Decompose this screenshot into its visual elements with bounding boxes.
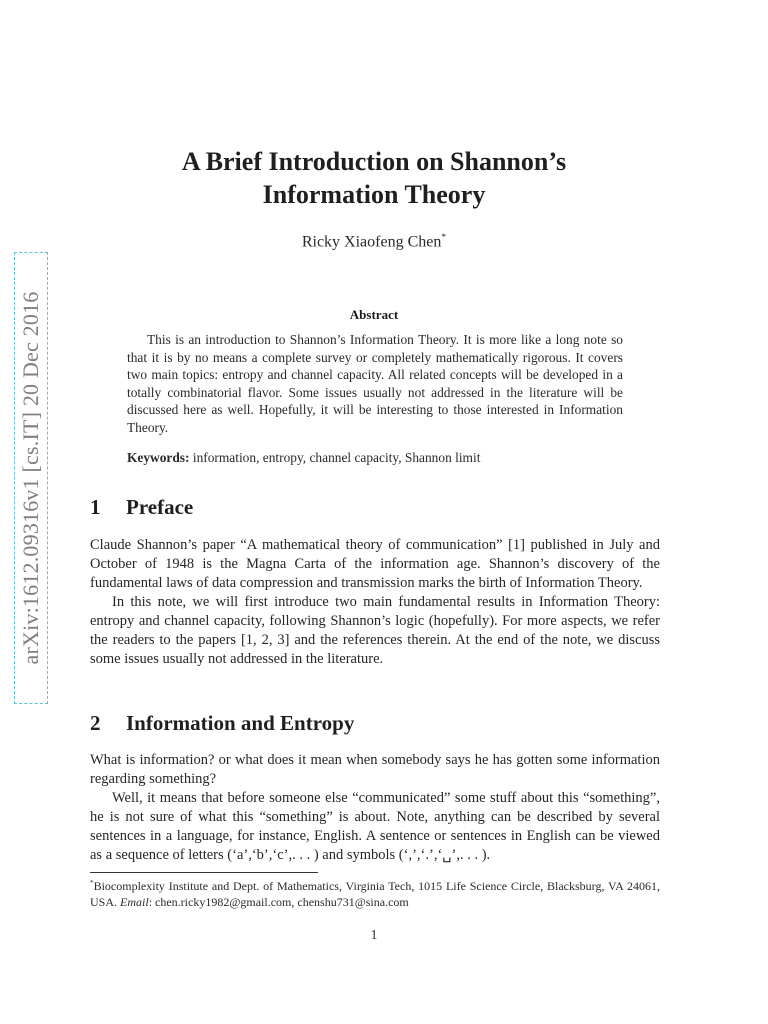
author xyxy=(120,232,628,251)
arxiv-stamp xyxy=(14,252,48,704)
section-heading-information-entropy xyxy=(90,711,354,736)
keywords-label: Keywords: xyxy=(127,450,190,465)
section-body-preface xyxy=(90,536,660,669)
footnote-mark: * xyxy=(90,879,94,887)
section-title: Information and Entropy xyxy=(126,711,355,735)
title-line-2: Information Theory xyxy=(262,180,486,209)
footnote-email-label: Email xyxy=(120,894,149,909)
paper-title xyxy=(120,145,628,211)
abstract-body: This is an introduction to Shannon’s Information Theory. It is more like a long note so that it is by no means a complete survey or completely mathematically rigorous. It covers two main topics: entropy and channel capacity. All related concepts will be developed in a totally combinatorial flavor. Some issues usually not addressed in the literature will be discussed here as well. Hopefully, it will be interesting to those interested in Information Theory. xyxy=(127,332,623,435)
keywords-text: information, entropy, channel capacity, Shannon limit xyxy=(192,450,481,465)
section-body-information-entropy xyxy=(90,751,660,865)
footnote-rule xyxy=(90,872,318,873)
section-number: 1 xyxy=(90,495,101,519)
author-footnote-mark[interactable]: * xyxy=(441,232,447,243)
title-line-1: A Brief Introduction on Shannon’s xyxy=(181,147,567,176)
footnote-emails[interactable]: chen.ricky1982@gmail.com, chenshu731@sina.com xyxy=(155,894,409,909)
section-number: 2 xyxy=(90,711,101,735)
paragraph: In this note, we will first introduce two main fundamental results in Information Theory: entropy and channel capacity, following Shannon’s logic (hopefully). For more aspects, we refer the readers to the papers [1, 2, 3] and the references therein. At the end of the note, we discuss some issues usually not addressed in the literature. xyxy=(90,594,660,667)
paragraph: Well, it means that before someone else “communicated” some stuff about this “something”, he is not sure of what this “something” is about. Note, anything can be described by several sentences in a language, for instance, English. A sentence or sentences in English can be viewed as a sequence of letters (‘a’,‘b’,‘c’,. . . ) and symbols (‘,’,‘.’,‘␣’,. . . ). xyxy=(90,790,660,863)
footnote: *Biocomplexity Institute and Dept. of Mathematics, Virginia Tech, 1015 Life Science Circle, Blacksburg, VA 24061, USA. Email: chen.ricky1982@gmail.com, chenshu731@sina.com xyxy=(90,879,660,909)
abstract-heading: Abstract xyxy=(349,307,399,322)
section-heading-preface xyxy=(90,495,193,520)
page-number: 1 xyxy=(370,928,378,943)
arxiv-identifier[interactable]: arXiv:1612.09316v1 [cs.IT] 20 Dec 2016 xyxy=(18,291,43,665)
paragraph: What is information? or what does it mean when somebody says he has gotten some information regarding something? xyxy=(90,752,660,787)
keywords xyxy=(127,450,623,466)
footnote-affiliation: Biocomplexity Institute and Dept. of Mathematics, Virginia Tech, 1015 Life Science Circle, Blacksburg, VA 24061, USA. xyxy=(90,879,660,909)
section-title: Preface xyxy=(126,495,194,519)
author-name: Ricky Xiaofeng Chen xyxy=(301,233,442,251)
paragraph: Claude Shannon’s paper “A mathematical theory of communication” [1] published in July and October of 1948 is the Magna Carta of the information age. Shannon’s discovery of the fundamental laws of data compression and transmission marks the birth of Information Theory. xyxy=(90,537,660,591)
